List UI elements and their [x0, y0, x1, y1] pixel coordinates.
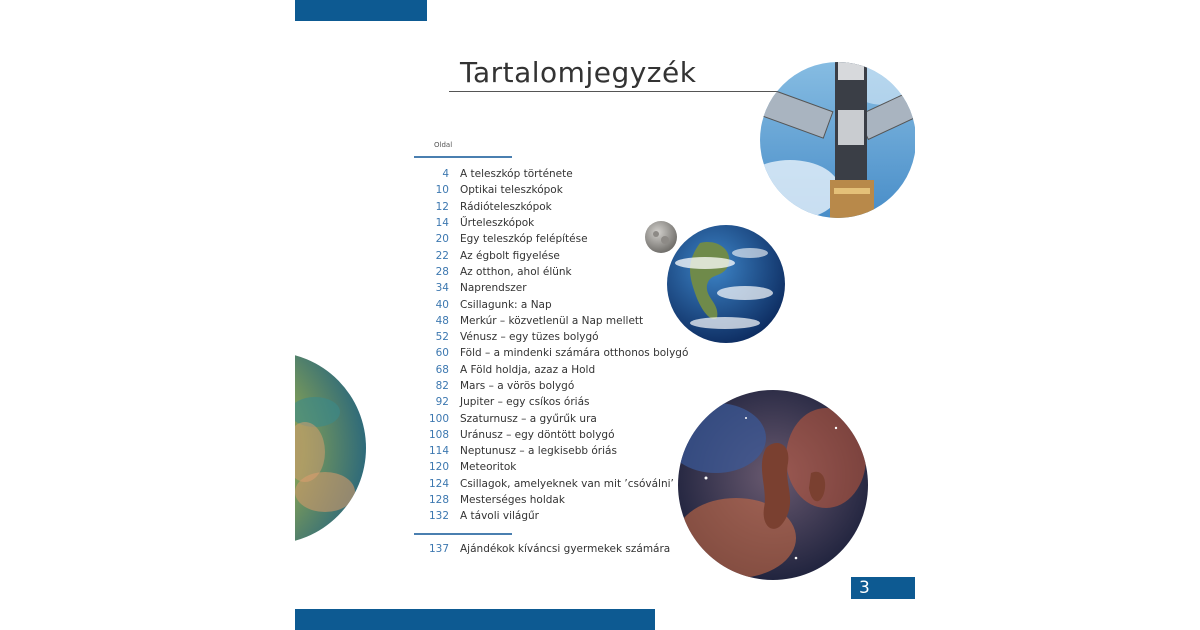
toc-label: A távoli világűr: [460, 510, 540, 523]
toc-label: Szaturnusz – a gyűrűk ura: [460, 412, 597, 425]
toc-row[interactable]: [414, 378, 714, 394]
toc-page-number: 124: [428, 477, 449, 490]
toc-page-number: 132: [428, 510, 449, 523]
toc-row[interactable]: [414, 476, 714, 492]
toc-row[interactable]: [414, 459, 714, 475]
toc-label: A Föld holdja, azaz a Hold: [460, 363, 596, 376]
toc-page-number: 12: [435, 200, 449, 213]
toc-page-number: 10: [435, 184, 449, 197]
earth-image: [665, 223, 787, 345]
toc-label: Naprendszer: [460, 282, 527, 295]
toc-page-number: 14: [435, 217, 449, 230]
toc-row[interactable]: [414, 182, 714, 198]
title-underline: [449, 91, 779, 92]
toc-page-number: 28: [435, 265, 449, 278]
nebula-image: [676, 388, 870, 582]
page-number: 3: [859, 578, 870, 598]
toc-row[interactable]: [414, 166, 714, 182]
toc-label: A teleszkóp története: [460, 168, 573, 181]
toc-label: Optikai teleszkópok: [460, 184, 563, 197]
extra-entry: [414, 541, 714, 557]
toc-page-number: 22: [435, 249, 449, 262]
toc-row[interactable]: [414, 410, 714, 426]
toc-page-number: 120: [428, 461, 449, 474]
toc-page-number: 60: [435, 347, 449, 360]
toc-row[interactable]: [414, 362, 714, 378]
separator-rule: [414, 533, 512, 535]
toc-label: Csillagok, amelyeknek van mit ’csóválni’: [460, 477, 674, 490]
column-header: Oldal: [434, 141, 453, 149]
toc-row[interactable]: [414, 345, 714, 361]
toc-page-number: 82: [435, 380, 449, 392]
toc-label: Mesterséges holdak: [460, 494, 565, 507]
toc-page-number: 68: [435, 363, 449, 376]
venus-image: [295, 352, 367, 544]
hubble-telescope-image: [760, 40, 915, 240]
toc-label: Az otthon, ahol élünk: [460, 265, 572, 278]
toc-label: Űrteleszkópok: [460, 217, 535, 230]
toc-label: Egy teleszkóp felépítése: [460, 233, 588, 246]
toc-label: Meteoritok: [460, 461, 517, 474]
toc-label: Vénusz – egy tüzes bolygó: [460, 331, 599, 344]
toc-page-number: 128: [428, 494, 449, 507]
toc-row[interactable]: [414, 199, 714, 215]
toc-page-number: 40: [435, 298, 449, 311]
toc-page-number: 48: [435, 314, 449, 327]
toc-label: Föld – a mindenki számára otthonos bolygó: [460, 347, 689, 360]
toc-row[interactable]: [414, 508, 714, 524]
bottom-accent-bar: [295, 609, 655, 630]
toc-page-number: 100: [428, 412, 449, 425]
toc-label: Rádióteleszkópok: [460, 200, 552, 213]
toc-label: Ajándékok kíváncsi gyermekek számára: [460, 543, 671, 556]
toc-page-number: 34: [435, 282, 449, 295]
toc-row[interactable]: [414, 443, 714, 459]
toc-page-number: 20: [435, 233, 449, 246]
toc-label: Mars – a vörös bolygó: [460, 380, 575, 392]
toc-page-number: 108: [428, 428, 449, 441]
toc-page-number: 52: [435, 331, 449, 344]
toc-label: Csillagunk: a Nap: [460, 298, 552, 311]
toc-page-number: 92: [435, 396, 449, 409]
toc-row[interactable]: [414, 427, 714, 443]
toc-label: Neptunusz – a legkisebb óriás: [460, 445, 617, 458]
toc-row[interactable]: [414, 541, 714, 557]
header-rule: [414, 156, 512, 158]
page-number-badge: [851, 577, 915, 599]
toc-label: Jupiter – egy csíkos óriás: [460, 396, 590, 409]
toc-row[interactable]: [414, 492, 714, 508]
top-accent-bar: [295, 0, 427, 21]
toc-page-number: 114: [428, 445, 449, 458]
toc-page-number: 4: [442, 168, 449, 181]
page-title: Tartalomjegyzék: [460, 56, 697, 89]
toc-label: Az égbolt figyelése: [460, 249, 560, 262]
toc-page-number: 137: [428, 543, 449, 556]
toc-label: Uránusz – egy döntött bolygó: [460, 428, 615, 441]
toc-row[interactable]: [414, 394, 714, 410]
toc-label: Merkúr – közvetlenül a Nap mellett: [460, 314, 644, 327]
